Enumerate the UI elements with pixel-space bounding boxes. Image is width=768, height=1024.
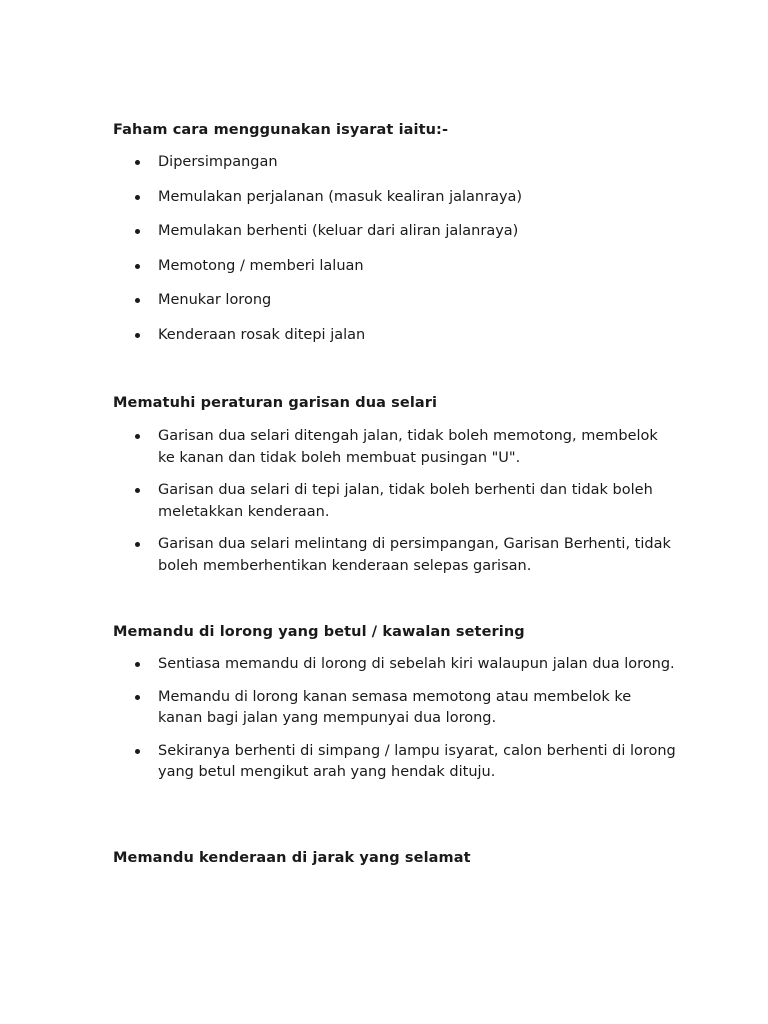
section-heading: Mematuhi peraturan garisan dua selari (113, 395, 438, 411)
list-item-text: Garisan dua selari melintang di persimpangan, Garisan Berhenti, tidak boleh memberhentikan kenderaan selepas garisan. (158, 536, 671, 574)
list-item-text: Sentiasa memandu di lorong di sebelah kiri walaupun jalan dua lorong. (158, 656, 675, 672)
list-item (113, 187, 678, 209)
list-item (113, 480, 678, 523)
bullet-list (113, 152, 693, 346)
list-item (113, 290, 678, 312)
bullet-icon (135, 488, 140, 493)
list-item-text: Menukar lorong (158, 292, 272, 308)
bullet-icon (135, 298, 140, 303)
section-garisan-dua-selari (113, 394, 693, 588)
list-item-text: Garisan dua selari di tepi jalan, tidak boleh berhenti dan tidak boleh meletakkan kenderaan. (158, 482, 653, 520)
section-lorong-betul (113, 623, 693, 795)
list-item-text: Memotong / memberi laluan (158, 257, 364, 274)
list-item-text: Sekiranya berhenti di simpang / lampu isyarat, calon berhenti di lorong yang betul mengikut arah yang hendak dituju. (158, 742, 676, 780)
bullet-icon (135, 695, 140, 700)
section-heading: Memandu kenderaan di jarak yang selamat (113, 850, 471, 866)
bullet-icon (135, 434, 140, 439)
list-item (113, 654, 678, 676)
section-heading: Memandu di lorong yang betul / kawalan setering (113, 624, 525, 640)
bullet-icon (135, 160, 140, 165)
section-jarak-selamat (113, 849, 693, 867)
bullet-icon (135, 749, 140, 754)
bullet-icon (135, 542, 140, 547)
list-item (113, 256, 678, 278)
list-item (113, 325, 678, 347)
list-item-text: Kenderaan rosak ditepi jalan (158, 326, 366, 343)
list-item-text: Garisan dua selari ditengah jalan, tidak boleh memotong, membelok ke kanan dan tidak boleh membuat pusingan "U". (158, 428, 658, 466)
bullet-list (113, 426, 693, 577)
list-item-text: Dipersimpangan (158, 154, 278, 170)
bullet-icon (135, 195, 140, 200)
list-item (113, 152, 678, 174)
bullet-icon (135, 333, 140, 338)
list-item (113, 426, 678, 469)
bullet-icon (135, 229, 140, 234)
list-item-text: Memulakan berhenti (keluar dari aliran jalanraya) (158, 223, 519, 239)
list-item-text: Memulakan perjalanan (masuk kealiran jalanraya) (158, 188, 523, 205)
section-isyarat (113, 121, 693, 359)
list-item-text: Memandu di lorong kanan semasa memotong atau membelok ke kanan bagi jalan yang mempunyai dua lorong. (158, 688, 632, 726)
list-item (113, 221, 678, 243)
bullet-icon (135, 264, 140, 269)
list-item (113, 687, 678, 730)
section-heading: Faham cara menggunakan isyarat iaitu:- (113, 122, 449, 138)
bullet-icon (135, 662, 140, 667)
bullet-list (113, 654, 693, 784)
list-item (113, 741, 678, 784)
list-item (113, 534, 678, 577)
